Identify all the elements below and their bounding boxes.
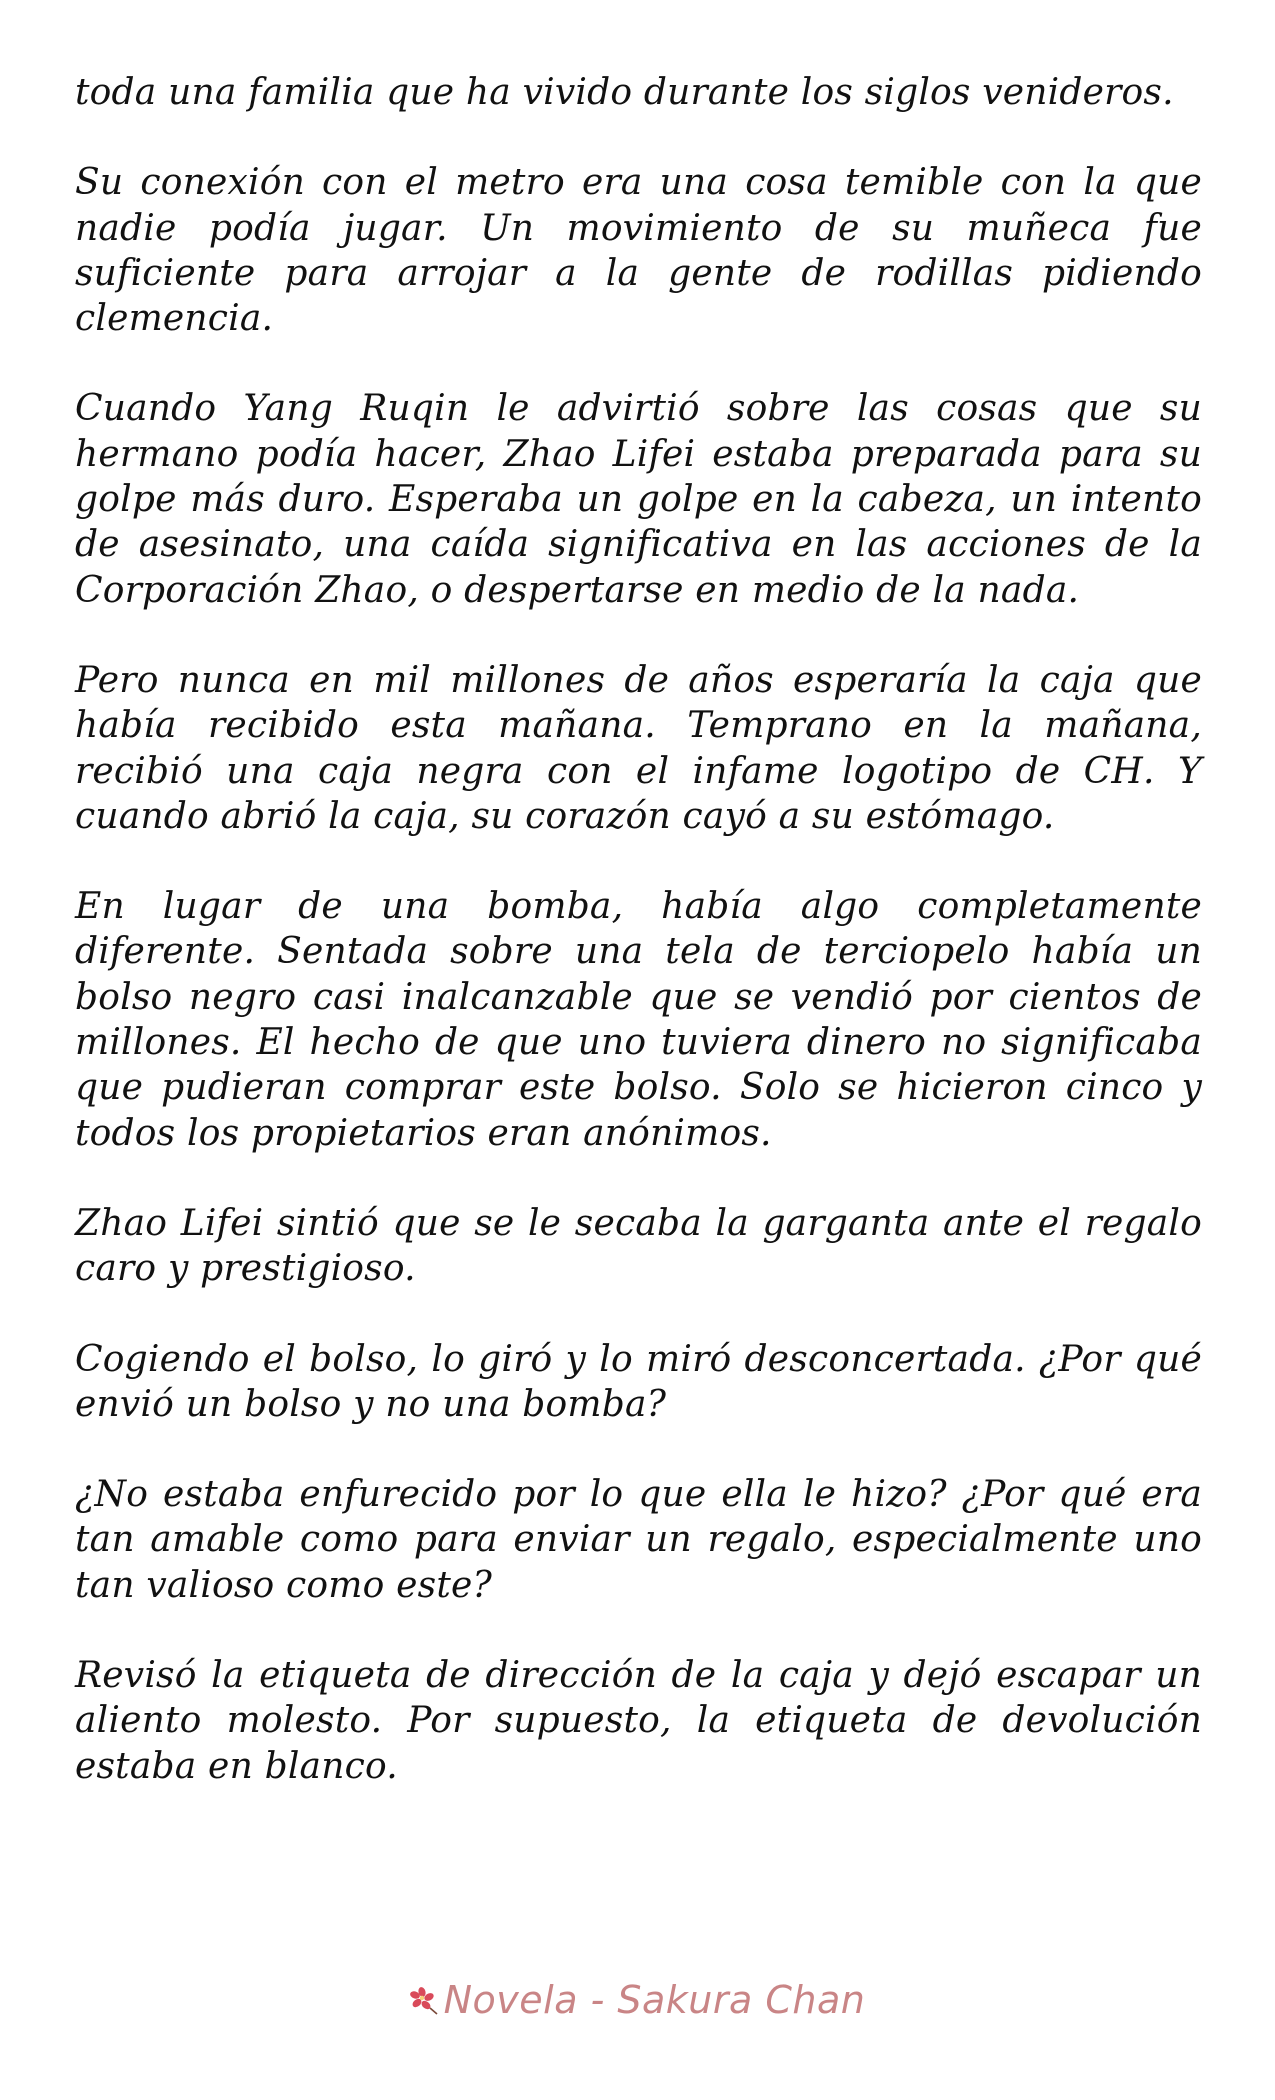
footer-text: Novela - Sakura Chan: [443, 1978, 866, 2022]
paragraph: En lugar de una bomba, había algo completamente diferente. Sentada sobre una tela de terciopelo había un bolso negro casi inalcanzable que se vendió por cientos de millones. El hecho de que uno tuviera dinero no significaba que pudieran comprar este bolso. Solo se hicieron cinco y todos los propietarios eran anónimos.: [75, 886, 1202, 1154]
paragraph: Su conexión con el metro era una cosa temible con la que nadie podía jugar. Un movimiento de su muñeca fue suficiente para arrojar a la gente de rodillas pidiendo clemencia.: [75, 162, 1202, 340]
document-body: [75, 70, 1202, 1834]
sakura-flower-icon: [410, 1981, 440, 2011]
paragraph: Zhao Lifei sintió que se le secaba la garganta ante el regalo caro y prestigioso.: [75, 1202, 1202, 1290]
footer-watermark: [0, 1978, 1275, 2022]
paragraph: Revisó la etiqueta de dirección de la caja y dejó escapar un aliento molesto. Por supuesto, la etiqueta de devolución estaba en blanco.: [75, 1655, 1202, 1787]
paragraph: ¿No estaba enfurecido por lo que ella le hizo? ¿Por qué era tan amable como para enviar un regalo, especialmente uno tan valioso como este?: [75, 1474, 1202, 1606]
paragraph: toda una familia que ha vivido durante los siglos venideros.: [75, 72, 1174, 113]
paragraph: Cuando Yang Ruqin le advirtió sobre las cosas que su hermano podía hacer, Zhao Lifei estaba preparada para su golpe más duro. Esperaba un golpe en la cabeza, un intento de asesinato, una caída significativa en las acciones de la Corporación Zhao, o despertarse en medio de la nada.: [75, 388, 1202, 611]
paragraph: Cogiendo el bolso, lo giró y lo miró desconcertada. ¿Por qué envió un bolso y no una bomba?: [75, 1338, 1202, 1425]
paragraph: Pero nunca en mil millones de años esperaría la caja que había recibido esta mañana. Temprano en la mañana, recibió una caja negra con el infame logotipo de CH. Y cuando abrió la caja, su corazón cayó a su estómago.: [75, 659, 1202, 837]
